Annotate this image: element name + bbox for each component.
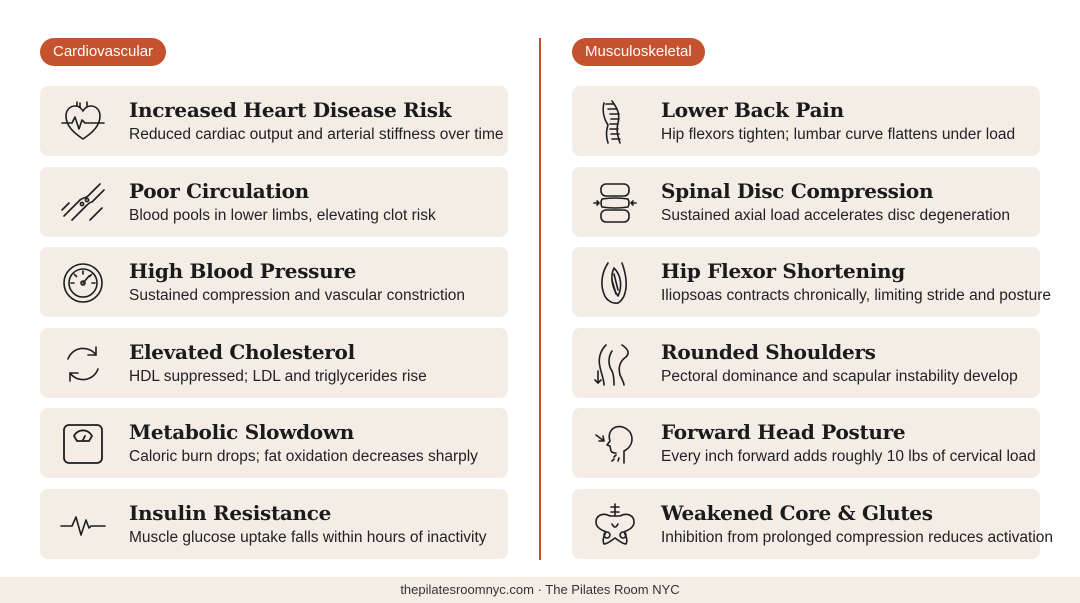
card-title: Spinal Disc Compression: [661, 178, 934, 203]
card-title: Poor Circulation: [129, 178, 309, 203]
card-title: Insulin Resistance: [129, 500, 332, 525]
card-description: Reduced cardiac output and arterial stiffness over time: [129, 126, 504, 143]
category-pill: Musculoskeletal: [572, 38, 705, 66]
risk-card: [572, 328, 1040, 398]
risk-card: [572, 247, 1051, 317]
risk-card: [40, 86, 508, 156]
card-title: Metabolic Slowdown: [129, 420, 355, 445]
card-title: Elevated Cholesterol: [129, 339, 355, 364]
column-divider: [539, 38, 541, 560]
card-description: Every inch forward adds roughly 10 lbs of cervical load: [661, 448, 1036, 466]
gauge-icon: [60, 260, 106, 306]
cardiovascular-column: [40, 38, 508, 570]
card-title: Hip Flexor Shortening: [661, 259, 905, 284]
card-description: HDL suppressed; LDL and triglycerides rise: [129, 367, 427, 385]
card-title: Weakened Core & Glutes: [661, 500, 933, 525]
disc-compression-icon: [592, 180, 638, 226]
card-title: Increased Heart Disease Risk: [129, 98, 452, 122]
cycle-arrows-icon: [60, 341, 106, 387]
spine-icon: [592, 99, 638, 145]
card-description: Sustained axial load accelerates disc degeneration: [661, 206, 1010, 224]
card-description: Inhibition from prolonged compression reduces activation: [661, 528, 1054, 546]
card-description: Hip flexors tighten; lumbar curve flattens under load: [661, 126, 1016, 143]
card-description: Pectoral dominance and scapular instability develop: [661, 367, 1018, 385]
card-title: Rounded Shoulders: [661, 339, 876, 364]
risk-card: [40, 247, 508, 317]
musculoskeletal-column: [572, 38, 1054, 570]
card-title: Lower Back Pain: [661, 98, 844, 122]
hip-flexor-icon: [592, 260, 638, 306]
card-description: Sustained compression and vascular constriction: [129, 287, 466, 305]
scale-icon: [60, 421, 106, 467]
risk-card: [572, 408, 1040, 478]
footer: thepilatesroomnyc.com · The Pilates Room NYC: [0, 577, 1080, 603]
card-description: Muscle glucose uptake falls within hours of inactivity: [129, 528, 487, 546]
card-title: Forward Head Posture: [661, 420, 906, 445]
card-description: Iliopsoas contracts chronically, limiting stride and posture: [661, 287, 1051, 305]
card-description: Caloric burn drops; fat oxidation decreases sharply: [129, 448, 478, 466]
card-description: Blood pools in lower limbs, elevating clot risk: [129, 206, 436, 224]
blood-vessel-icon: [60, 180, 106, 226]
pulse-line-icon: [60, 502, 106, 548]
risk-card: [572, 167, 1040, 237]
risk-card: [40, 408, 508, 478]
card-title: High Blood Pressure: [129, 259, 357, 284]
risk-card: [572, 489, 1054, 559]
heart-icon: [60, 99, 106, 145]
risk-card: [572, 86, 1040, 156]
risk-card: [40, 489, 508, 559]
risk-card: [40, 167, 508, 237]
risk-card: [40, 328, 508, 398]
pelvis-icon: [592, 502, 638, 548]
category-pill: Cardiovascular: [40, 38, 166, 66]
head-posture-icon: [592, 421, 638, 467]
rounded-shoulders-icon: [592, 341, 638, 387]
